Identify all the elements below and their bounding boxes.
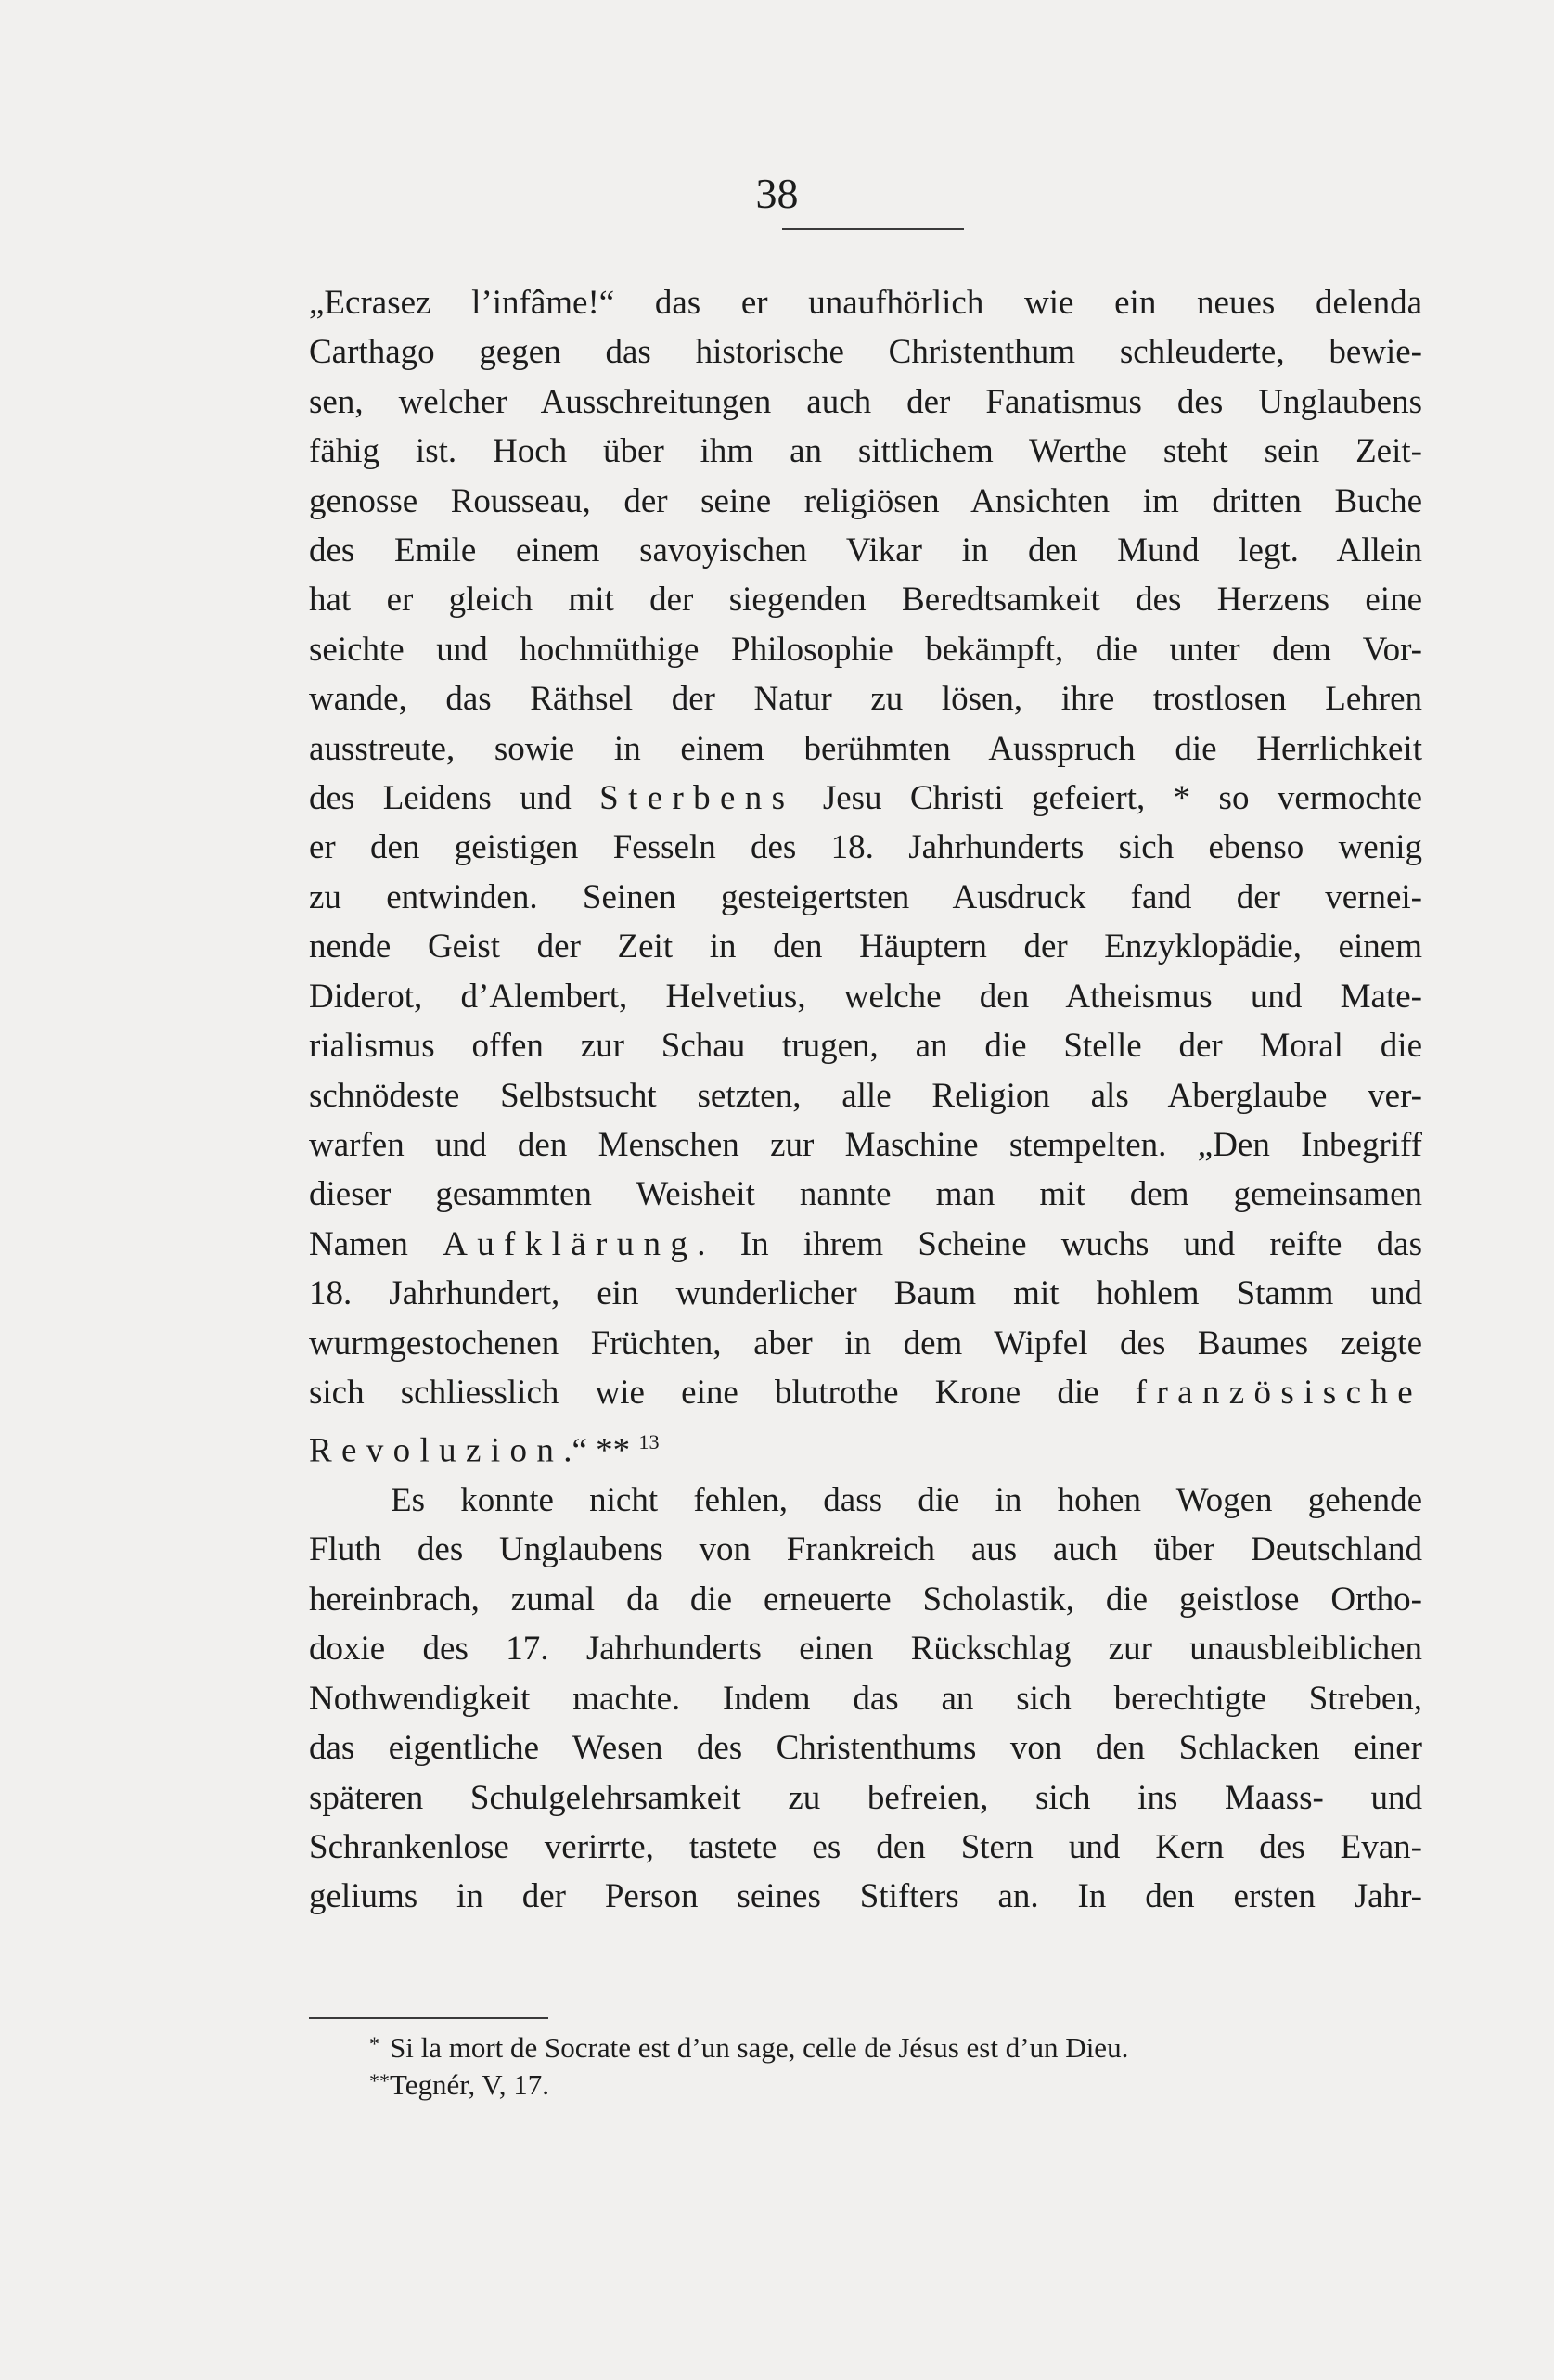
text-line (309, 774, 1422, 823)
text-line: Schrankenlose verirrte, tastete es den Stern und Kern des Evan- (309, 1827, 1422, 1866)
text-line: das eigentliche Wesen des Christenthums von den Schlacken einer (309, 1729, 1422, 1768)
text-line (309, 1368, 1422, 1417)
text-run: sich schliesslich wie eine blutrothe Krone die (309, 1373, 1136, 1412)
footnote-text: Si la mort de Socrate est d’un sage, celle de Jésus est d’un Dieu. (390, 2031, 1129, 2064)
text-line: Nothwendigkeit machte. Indem das an sich berechtigte Streben, (309, 1679, 1422, 1718)
text-line: warfen und den Menschen zur Maschine stempelten. „Den Inbegriff (309, 1125, 1422, 1164)
text-line: wurmgestochenen Früchten, aber in dem Wipfel des Baumes zeigte (309, 1324, 1422, 1363)
text-line: genosse Rousseau, der seine religiösen Ansichten im dritten Buche (309, 481, 1422, 520)
footnote-rule (309, 2017, 548, 2019)
paragraph-first-line: Es konnte nicht fehlen, dass die in hohen Wogen gehende (391, 1481, 1422, 1520)
text-line: späteren Schulgelehrsamkeit zu befreien, sich ins Maass- und (309, 1778, 1422, 1817)
footnote-mark: * (369, 2032, 379, 2055)
spaced-emphasis: französische (1135, 1373, 1422, 1412)
text-line: Carthago gegen das historische Christenthum schleuderte, bewie- (309, 333, 1422, 372)
spaced-emphasis: Sterbens (599, 779, 795, 818)
text-run: . In ihrem Scheine wuchs und reifte das (697, 1224, 1422, 1263)
footnote-mark: ** (369, 2069, 390, 2092)
endnote-reference: 13 (638, 1430, 660, 1454)
text-run: Namen (309, 1224, 443, 1263)
text-line: rialismus offen zur Schau trugen, an die Stelle der Moral die (309, 1027, 1422, 1066)
text-run: .“ ** (563, 1431, 639, 1470)
text-line: geliums in der Person seines Stifters an. In den ersten Jahr- (309, 1877, 1422, 1916)
body-text (309, 278, 1422, 1922)
spaced-emphasis: Revoluzion (309, 1431, 564, 1470)
page-number: 38 (755, 170, 799, 217)
text-line: Diderot, d’Alembert, Helvetius, welche den Atheismus und Mate- (309, 977, 1422, 1016)
text-run: Jesu Christi gefeiert, * so vermochte (794, 779, 1422, 818)
footnote-text: Tegnér, V, 17. (390, 2068, 549, 2101)
text-line: ausstreute, sowie in einem berühmten Ausspruch die Herrlichkeit (309, 729, 1422, 768)
text-line: hat er gleich mit der siegenden Beredtsamkeit des Herzens eine (309, 581, 1422, 620)
text-line: Fluth des Unglaubens von Frankreich aus auch über Deutschland (309, 1530, 1422, 1569)
text-line: zu entwinden. Seinen gesteigertsten Ausdruck fand der vernei- (309, 877, 1422, 916)
text-line: doxie des 17. Jahrhunderts einen Rückschlag zur unausbleiblichen (309, 1630, 1422, 1669)
spaced-emphasis: Aufklärung (443, 1224, 698, 1263)
text-line: schnödeste Selbstsucht setzten, alle Religion als Aberglaube ver- (309, 1076, 1422, 1115)
footnote (369, 2067, 1429, 2104)
text-line: seichte und hochmüthige Philosophie bekämpft, die unter dem Vor- (309, 630, 1422, 669)
text-line: hereinbrach, zumal da die erneuerte Scholastik, die geistlose Ortho- (309, 1580, 1422, 1619)
text-line: wande, das Räthsel der Natur zu lösen, ihre trostlosen Lehren (309, 680, 1422, 719)
text-line: dieser gesammten Weisheit nannte man mit dem gemeinsamen (309, 1175, 1422, 1214)
text-line: 18. Jahrhundert, ein wunderlicher Baum mit hohlem Stamm und (309, 1274, 1422, 1313)
text-line: des Emile einem savoyischen Vikar in den Mund legt. Allein (309, 531, 1422, 570)
text-line (309, 1220, 1422, 1269)
footnote (369, 2029, 1429, 2067)
text-line: sen, welcher Ausschreitungen auch der Fanatismus des Unglaubens (309, 382, 1422, 421)
text-line: er den geistigen Fesseln des 18. Jahrhunderts sich ebenso wenig (309, 828, 1422, 867)
text-line: „Ecrasez l’infâme!“ das er unaufhörlich wie ein neues delenda (309, 284, 1422, 322)
text-line: fähig ist. Hoch über ihm an sittlichem Werthe steht sein Zeit- (309, 432, 1422, 471)
footnotes (369, 2029, 1429, 2104)
text-run: des Leidens und (309, 779, 600, 818)
header-rule (782, 228, 964, 230)
text-line: nende Geist der Zeit in den Häuptern der Enzyklopädie, einem (309, 928, 1422, 966)
text-line (309, 1417, 1422, 1476)
